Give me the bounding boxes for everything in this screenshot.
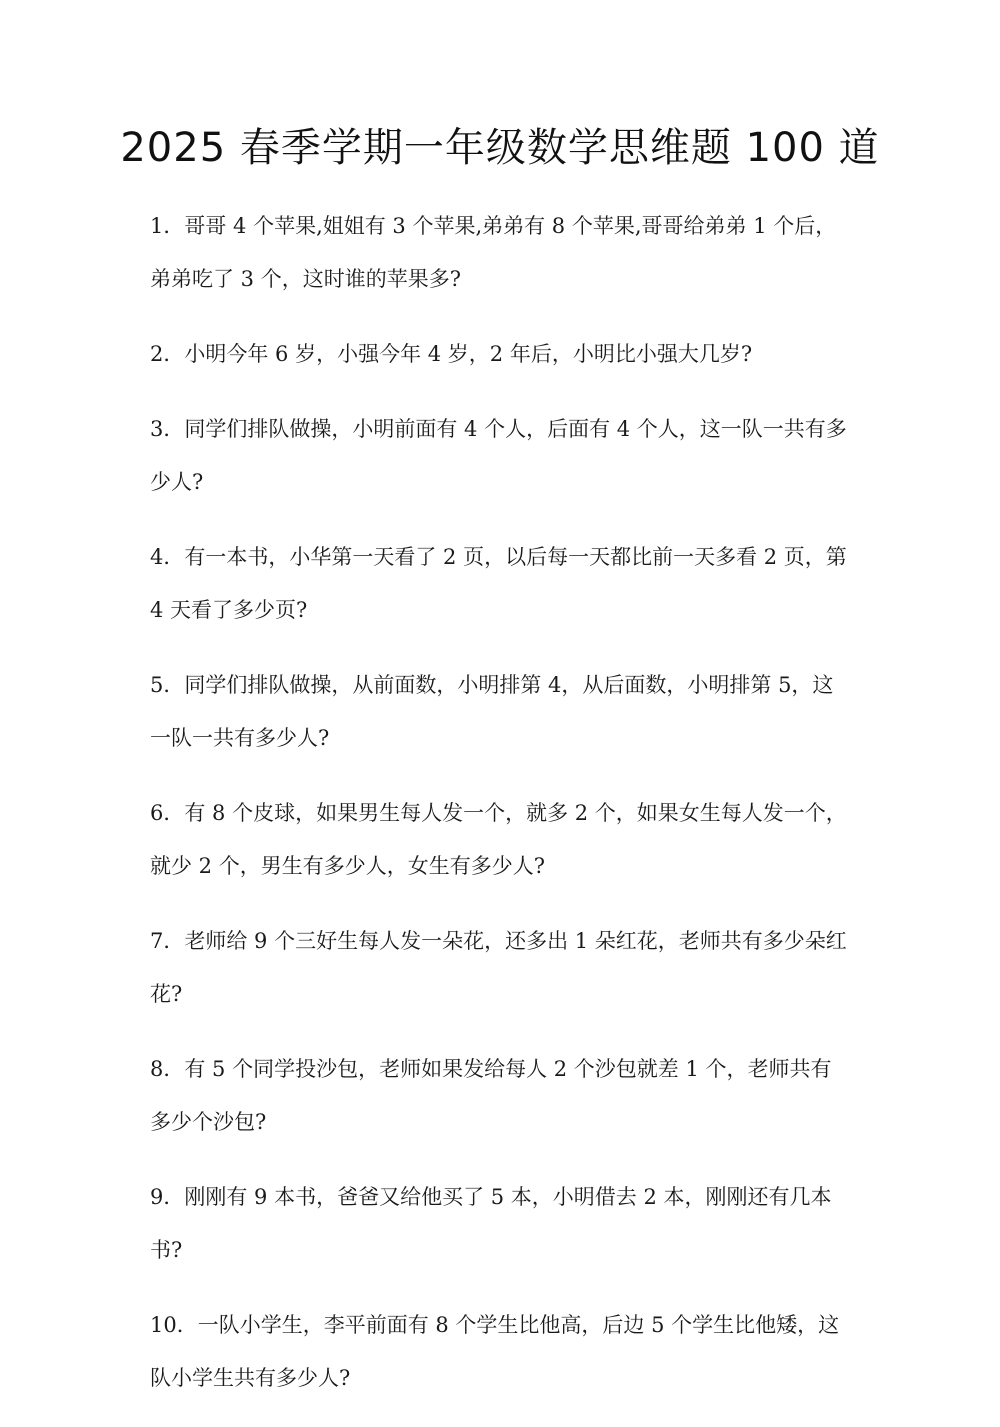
question-7: 7．老师给 9 个三好生每人发一朵花，还多出 1 朵红花，老师共有多少朵红花? <box>150 929 847 1006</box>
question-3: 3．同学们排队做操，小明前面有 4 个人，后面有 4 个人，这一队一共有多少人? <box>150 417 847 494</box>
question-10: 10．一队小学生，李平前面有 8 个学生比他高，后边 5 个学生比他矮，这队小学生共有多少人? <box>150 1313 840 1390</box>
question-5: 5．同学们排队做操，从前面数，小明排第 4，从后面数，小明排第 5，这一队一共有多少人? <box>150 673 834 750</box>
question-9: 9．刚刚有 9 本书，爸爸又给他买了 5 本，小明借去 2 本，刚刚还有几本书? <box>150 1185 832 1262</box>
page-title: 2025 春季学期一年级数学思维题 100 道 <box>120 125 880 171</box>
question-6: 6．有 8 个皮球，如果男生每人发一个，就多 2 个，如果女生每人发一个，就少 2 个，男生有多少人，女生有多少人? <box>150 801 847 878</box>
question-8: 8．有 5 个同学投沙包，老师如果发给每人 2 个沙包就差 1 个，老师共有多少个沙包? <box>150 1057 832 1134</box>
question-4: 4．有一本书，小华第一天看了 2 页，以后每一天都比前一天多看 2 页，第 4 天看了多少页? <box>150 545 847 622</box>
question-2: 2．小明今年 6 岁，小强今年 4 岁，2 年后，小明比小强大几岁? <box>150 342 753 366</box>
question-list <box>150 200 852 1427</box>
question-1: 1．哥哥 4 个苹果,姐姐有 3 个苹果,弟弟有 8 个苹果,哥哥给弟弟 1 个后，弟弟吃了 3 个，这时谁的苹果多? <box>150 214 837 291</box>
